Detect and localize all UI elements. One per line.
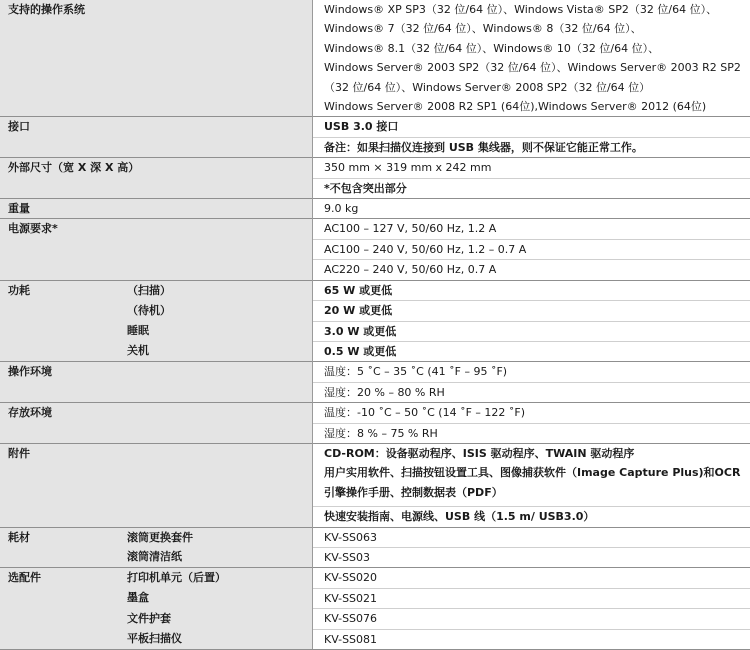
row-accessories xyxy=(0,443,750,506)
operating-temp: 温度：5 ˚C – 35 ˚C (41 ˚F – 95 ˚F) xyxy=(324,365,508,379)
accessories-line: CD-ROM：设备驱动程序、ISIS 驱动程序、TWAIN 驱动程序 xyxy=(324,446,635,460)
power-label: 电源要求* xyxy=(8,222,58,236)
row-os xyxy=(0,0,750,117)
consumption-label: 功耗 xyxy=(8,283,30,297)
row-consumption-scan xyxy=(0,280,750,300)
row-interface xyxy=(0,117,750,137)
options-item-label: 文件护套 xyxy=(127,611,171,625)
os-label: 支持的操作系统 xyxy=(8,3,85,16)
row-consumables-1 xyxy=(0,527,750,547)
row-storage-env xyxy=(0,403,750,423)
os-line: Windows® XP SP3（32 位/64 位）、Windows Vista® SP2（32 位/64 位）、 xyxy=(324,3,718,16)
storage-humidity: 湿度：8 % – 75 % RH xyxy=(324,426,438,440)
consumption-sub-label: （待机） xyxy=(127,303,171,317)
consumables-item-label: 滚筒清洁纸 xyxy=(127,550,182,564)
weight-label: 重量 xyxy=(8,202,30,216)
consumption-value: 3.0 W 或更低 xyxy=(324,324,397,338)
storage-temp: 温度：-10 ˚C – 50 ˚C (14 ˚F – 122 ˚F) xyxy=(324,406,526,420)
consumption-value: 65 W 或更低 xyxy=(324,283,393,297)
options-item-value: KV-SS076 xyxy=(324,612,378,626)
accessories-label: 附件 xyxy=(8,446,30,460)
spacer xyxy=(324,502,750,506)
consumables-item-label: 滚筒更换套件 xyxy=(127,530,193,544)
row-options-3 xyxy=(0,609,750,629)
interface-label: 接口 xyxy=(8,120,30,134)
interface-note: 备注：如果扫描仪连接到 USB 集线器，则不保证它能正常工作。 xyxy=(324,140,643,154)
row-consumption-standby xyxy=(0,301,750,321)
accessories-line: 引擎操作手册、控制数据表（PDF） xyxy=(324,485,503,499)
options-item-value: KV-SS020 xyxy=(324,571,378,585)
consumption-value: 20 W 或更低 xyxy=(324,304,393,318)
os-line: Windows® 8.1（32 位/64 位）、Windows® 10（32 位/64 位）、 xyxy=(324,41,660,55)
row-options-2 xyxy=(0,588,750,608)
operating-env-label: 操作环境 xyxy=(8,365,52,379)
options-item-value: KV-SS021 xyxy=(324,591,378,605)
accessories-line: 用户实用软件、扫描按钮设置工具、图像捕获软件（Image Capture Plus)和OCR xyxy=(324,466,741,480)
os-line: Windows Server® 2008 R2 SP1 (64位),Windows Server® 2012 (64位) xyxy=(324,100,707,114)
operating-humidity: 湿度：20 % – 80 % RH xyxy=(324,385,445,399)
row-consumption-off xyxy=(0,341,750,361)
dimensions-label: 外部尺寸（宽 X 深 X 高） xyxy=(8,161,140,175)
row-weight xyxy=(0,199,750,219)
power-line: AC100 – 127 V, 50/60 Hz, 1.2 A xyxy=(324,222,497,236)
os-line: （32 位/64 位）、Windows Server® 2008 SP2（32 位/64 位） xyxy=(324,80,651,94)
weight-value: 9.0 kg xyxy=(324,202,359,216)
options-item-label: 墨盒 xyxy=(127,591,149,605)
consumables-item-value: KV-SS063 xyxy=(324,530,378,544)
dimensions-value: 350 mm × 319 mm x 242 mm xyxy=(324,161,492,175)
power-line: AC220 – 240 V, 50/60 Hz, 0.7 A xyxy=(324,263,497,277)
row-consumables-2 xyxy=(0,547,750,567)
row-power xyxy=(0,219,750,239)
accessories-extra: 快速安装指南、电源线、USB 线（1.5 m/ USB3.0） xyxy=(324,510,595,524)
power-line: AC100 – 240 V, 50/60 Hz, 1.2 – 0.7 A xyxy=(324,242,527,256)
consumables-item-value: KV-SS03 xyxy=(324,550,371,564)
os-line: Windows® 7（32 位/64 位）、Windows® 8（32 位/64 位）、 xyxy=(324,22,642,36)
consumables-label: 耗材 xyxy=(8,530,30,544)
options-item-label: 平板扫描仪 xyxy=(127,632,182,646)
options-item-value: KV-SS081 xyxy=(324,632,378,646)
dimensions-note: *不包含突出部分 xyxy=(324,181,407,195)
consumption-sub-label: （扫描） xyxy=(127,283,171,297)
consumption-sub-label: 睡眠 xyxy=(127,324,149,337)
row-dimensions xyxy=(0,158,750,178)
row-consumption-sleep xyxy=(0,321,750,341)
os-line: Windows Server® 2003 SP2（32 位/64 位）、Windows Server® 2003 R2 SP2 xyxy=(324,61,741,75)
options-item-label: 打印机单元（后置） xyxy=(127,571,226,585)
row-options-1 xyxy=(0,568,750,588)
options-label: 选配件 xyxy=(8,571,41,585)
interface-value: USB 3.0 接口 xyxy=(324,120,399,134)
row-options-4 xyxy=(0,629,750,649)
consumption-sub-label: 关机 xyxy=(127,344,149,358)
consumption-value: 0.5 W 或更低 xyxy=(324,344,397,358)
storage-env-label: 存放环境 xyxy=(8,406,52,420)
row-operating-env xyxy=(0,362,750,382)
